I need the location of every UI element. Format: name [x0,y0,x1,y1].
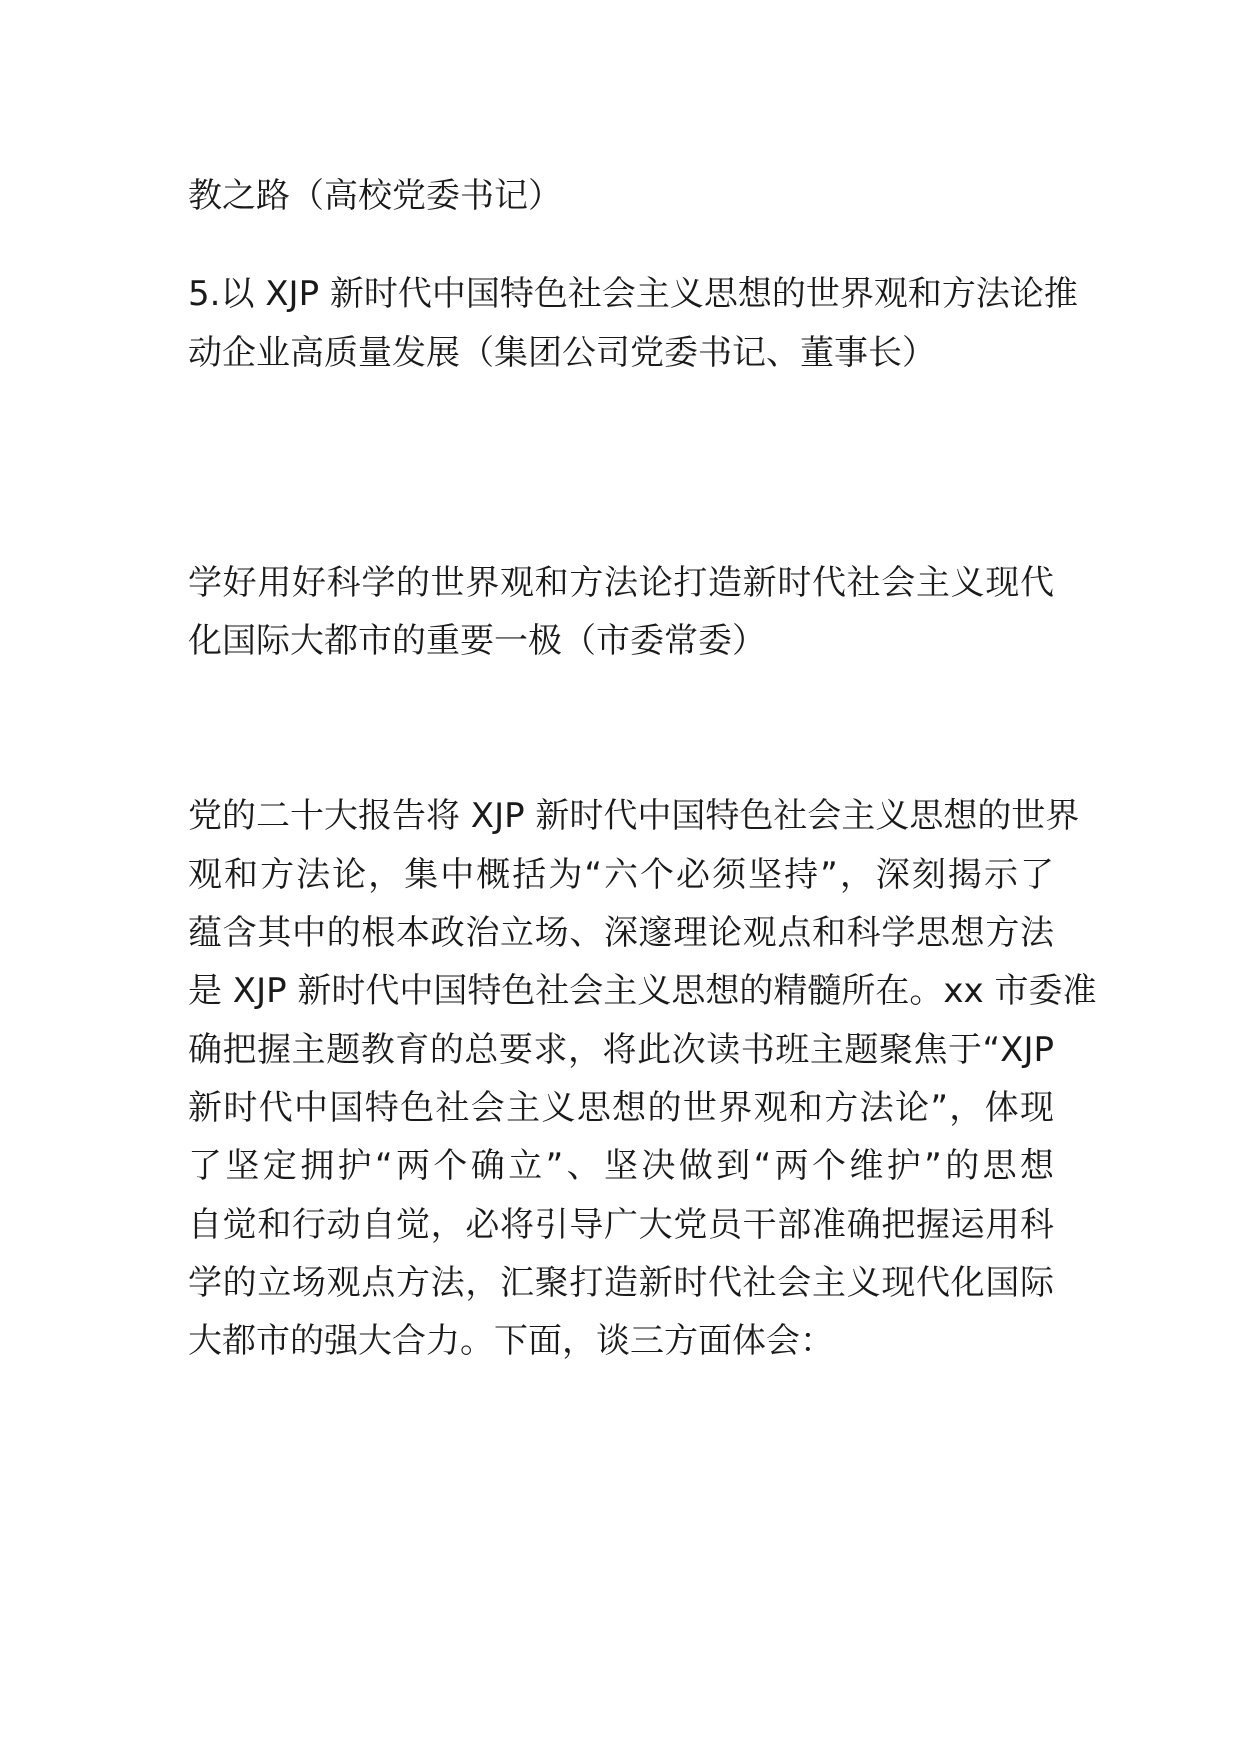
body-line-6: 新时代中国特色社会主义思想的世界观和方法论”，体现 [188,1088,1054,1128]
heading-4-tail: 教之路（高校党委书记） [188,176,562,216]
body-line-4: 是 XJP 新时代中国特色社会主义思想的精髓所在。xx 市委准 [188,971,1097,1011]
body-line-1: 党的二十大报告将 XJP 新时代中国特色社会主义思想的世界 [188,796,1080,836]
body-line-7: 了坚定拥护“两个确立”、坚决做到“两个维护”的思想 [188,1146,1054,1186]
body-line-3: 蕴含其中的根本政治立场、深邃理论观点和科学思想方法 [188,913,1054,953]
heading-5-line-1: 5.以 XJP 新时代中国特色社会主义思想的世界观和方法论推 [188,274,1078,314]
speech-title-line-1: 学好用好科学的世界观和方法论打造新时代社会主义现代 [188,563,1054,603]
speech-title-line-2: 化国际大都市的重要一极（市委常委） [188,621,766,661]
body-line-2: 观和方法论，集中概括为“六个必须坚持”，深刻揭示了 [188,855,1054,895]
body-line-5: 确把握主题教育的总要求，将此次读书班主题聚焦于“XJP [188,1030,1054,1070]
heading-5-line-2: 动企业高质量发展（集团公司党委书记、董事长） [188,333,936,373]
body-line-9: 学的立场观点方法，汇聚打造新时代社会主义现代化国际 [188,1263,1054,1303]
body-line-8: 自觉和行动自觉，必将引导广大党员干部准确把握运用科 [188,1205,1054,1245]
body-line-10: 大都市的强大合力。下面，谈三方面体会： [188,1321,834,1361]
